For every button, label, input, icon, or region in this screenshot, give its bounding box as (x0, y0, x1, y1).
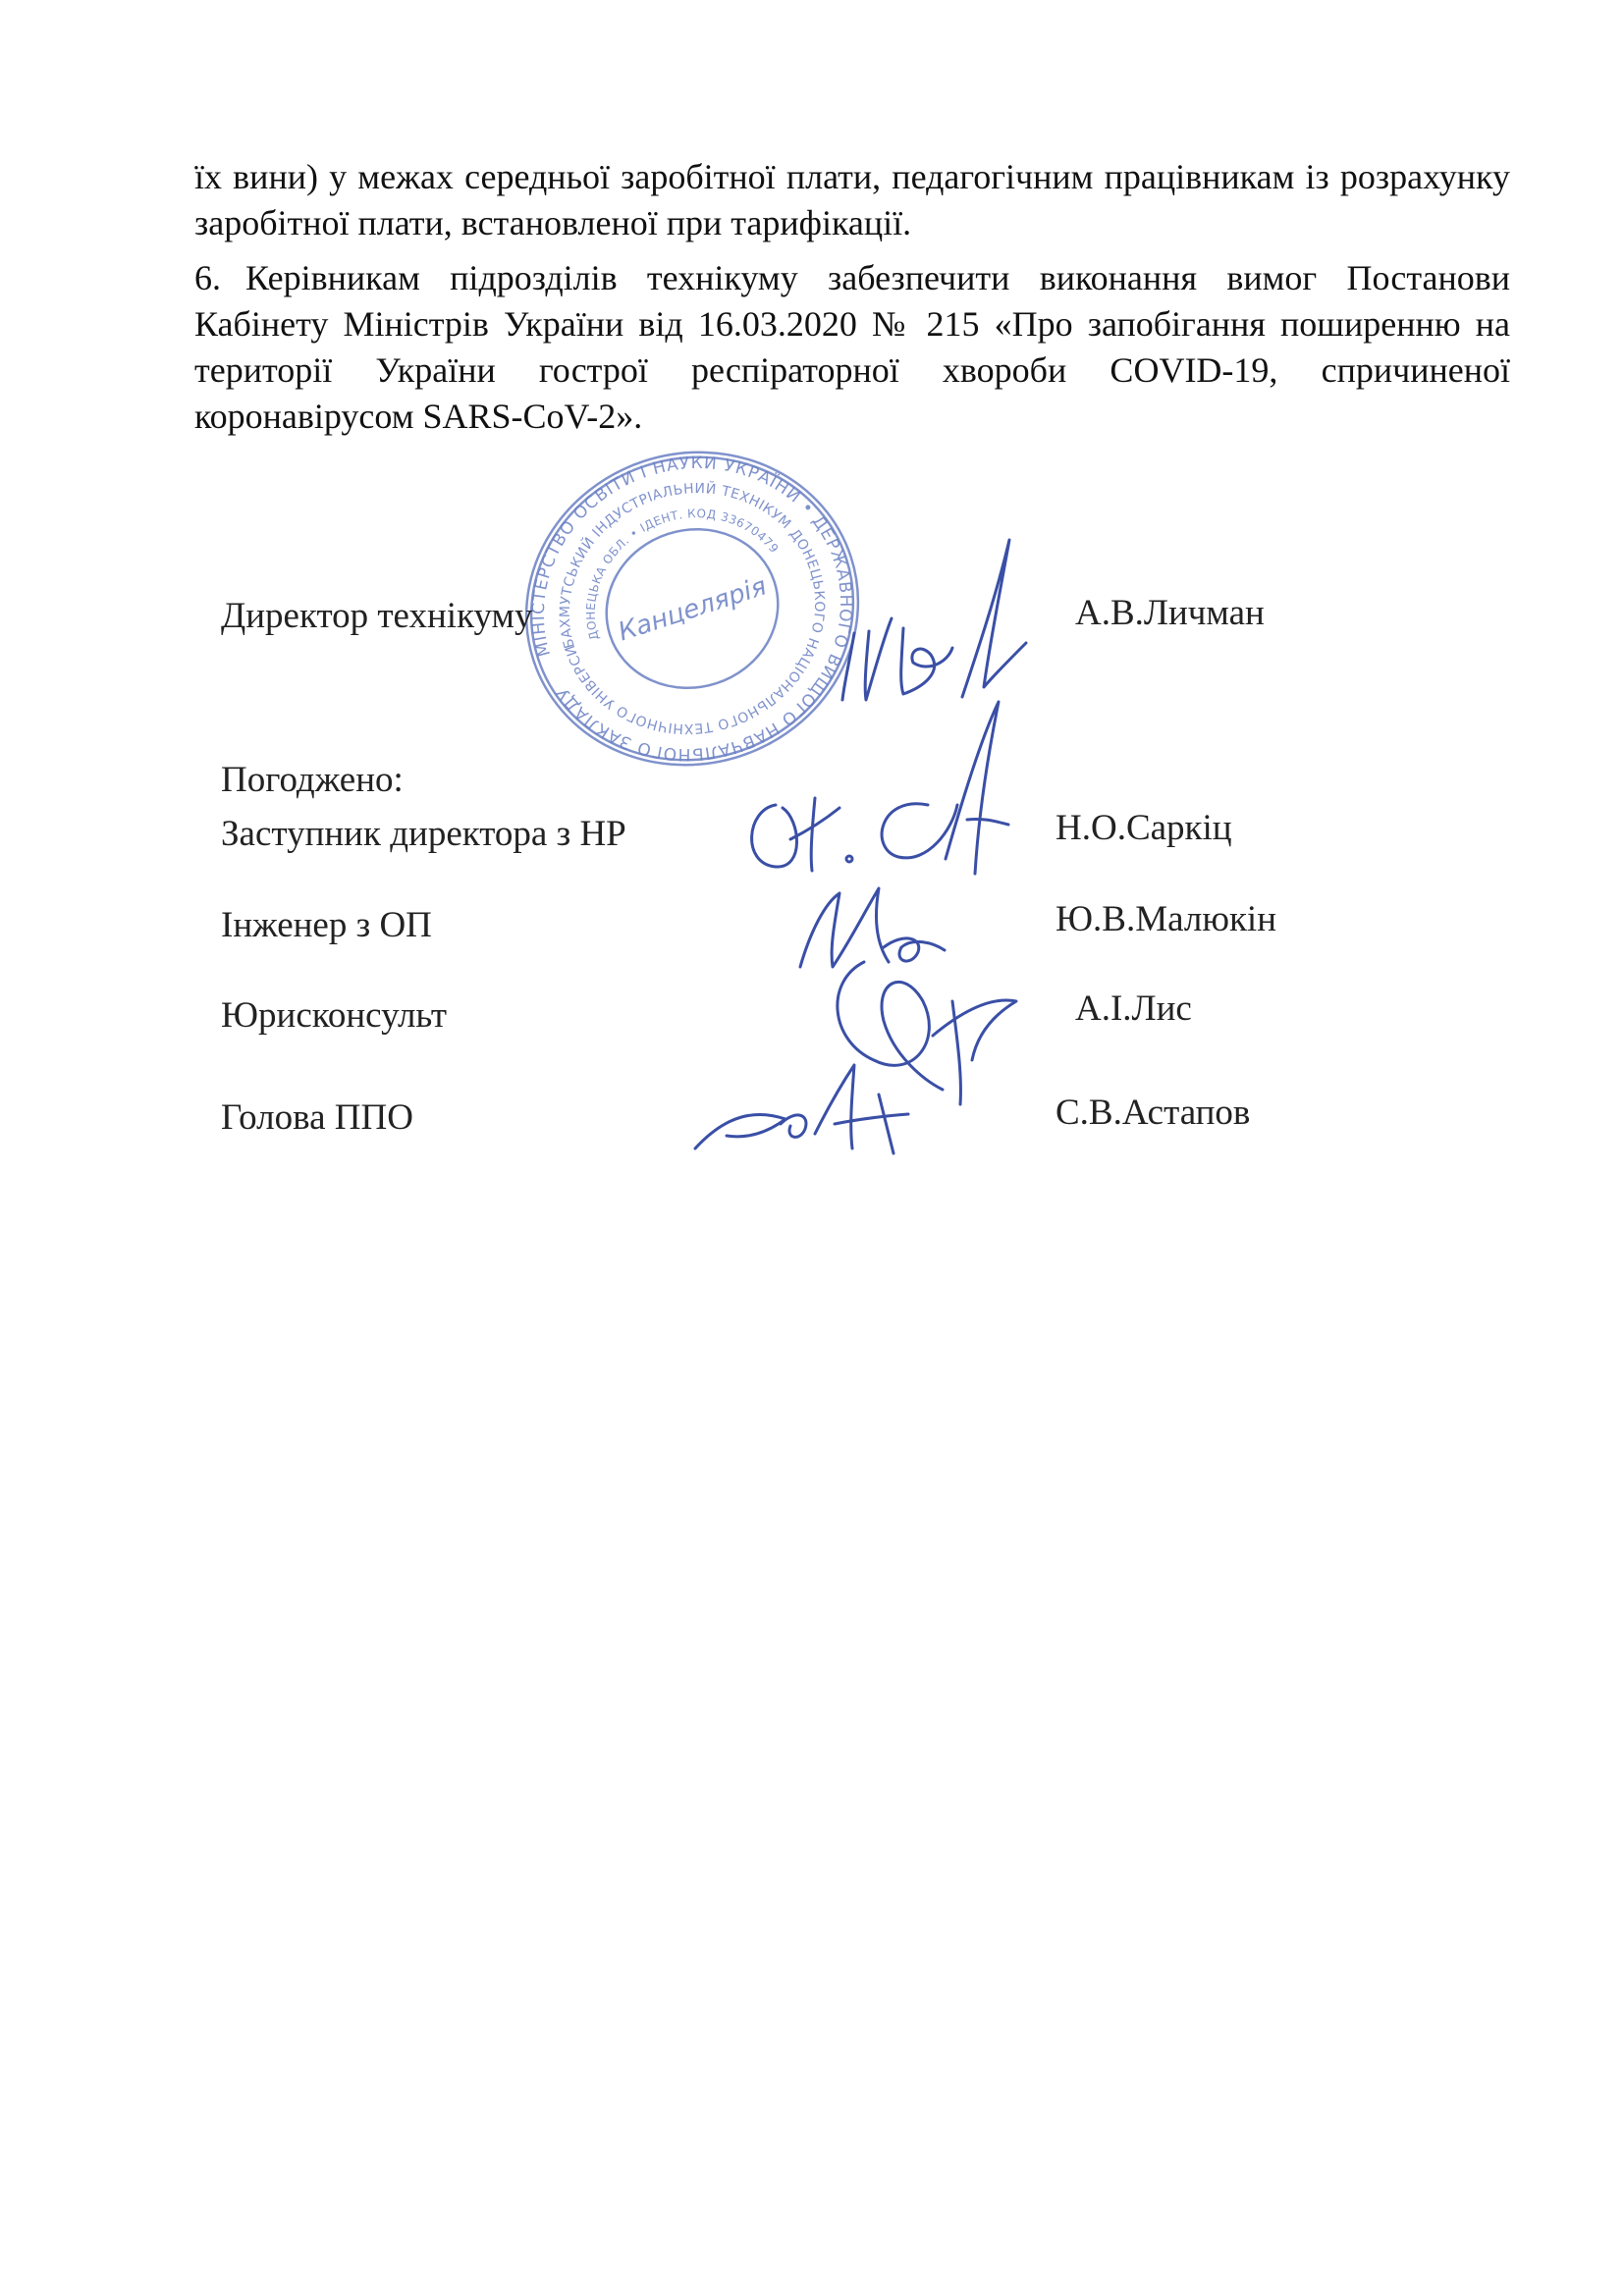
stamp-middle-text: БАХМУТСЬКИЙ ІНДУСТРІАЛЬНИЙ ТЕХНІКУМ ДОНЕЦЬКОГО НАЦІОНАЛЬНОГО ТЕХНІЧНОГО УНІВЕРСИТЕТУ (557, 481, 828, 736)
union-head-name: С.В.Астапов (1056, 1093, 1251, 1133)
director-name: А.В.Личман (1075, 593, 1265, 633)
engineer-label: Інженер з ОП (221, 905, 432, 945)
lawyer-name: А.І.Лис (1075, 988, 1192, 1029)
engineer-name: Ю.В.Малюкін (1056, 899, 1277, 939)
deputy-label: Заступник директора з НР (221, 814, 626, 854)
deputy-signature (731, 692, 1016, 888)
director-signature (815, 525, 1041, 712)
union-head-signature (687, 1055, 933, 1163)
item-text: Керівникам підрозділів технікуму забезпечити виконання вимог Постанови Кабінету Міністрів України від 16.03.2020 № 215 «Про запобігання поширенню на території України гострої респіраторної хвороби COVID-19, спричиненої коронавірусом SARS-CoV-2». (194, 258, 1510, 436)
stamp-center-text: Канцелярія (615, 571, 771, 648)
lawyer-label: Юрисконсульт (221, 995, 448, 1036)
director-label: Директор технікуму (221, 596, 533, 636)
union-head-label: Голова ППО (221, 1097, 413, 1138)
paragraph-item-6 (194, 255, 1510, 440)
deputy-name: Н.О.Саркіц (1056, 808, 1232, 848)
stamp-inner-text: ДОНЕЦЬКА ОБЛ. • ІДЕНТ. КОД 33670479 (583, 507, 782, 642)
item-number: 6. (194, 258, 221, 297)
stamp-outer-text: МІНІСТЕРСТВО ОСВІТИ І НАУКИ УКРАЇНИ • ДЕРЖАВНОГО ВИЩОГО НАВЧАЛЬНОГО ЗАКЛАДУ (528, 453, 856, 765)
approved-heading: Погоджено: (221, 760, 404, 800)
paragraph-continuation: їх вини) у межах середньої заробітної плати, педагогічним працівникам із розрахунку заробітної плати, встановленої при тарифікації. (194, 157, 1510, 242)
